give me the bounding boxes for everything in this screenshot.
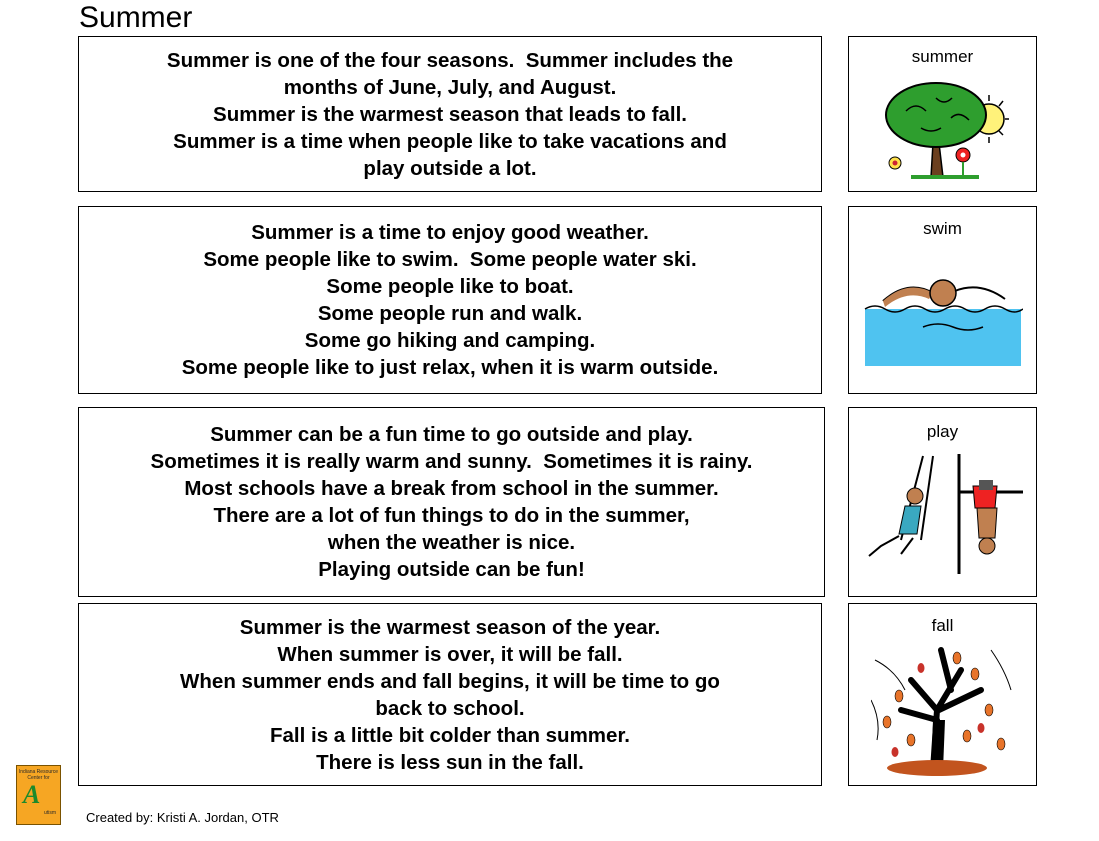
text-block-summer xyxy=(78,36,822,192)
swing-play-icon xyxy=(861,452,1031,582)
text-line: There are a lot of fun things to do in the summer, xyxy=(213,504,690,527)
logo-letter: A xyxy=(23,780,41,809)
text-line: Summer can be a fun time to go outside and play. xyxy=(210,423,693,446)
text-line: when the weather is nice. xyxy=(327,531,576,554)
text-line: Most schools have a break from school in the summer. xyxy=(184,477,719,500)
text-line: Some people run and walk. xyxy=(317,302,583,325)
text-line: When summer ends and fall begins, it will be time to go xyxy=(180,669,720,693)
text-line: Some go hiking and camping. xyxy=(304,329,596,352)
picture-card-fall xyxy=(848,603,1037,786)
logo-text-top: Indiana Resource Center for xyxy=(18,769,59,781)
text-line: Summer is a time when people like to take vacations and xyxy=(173,129,727,153)
text-line: There is less sun in the fall. xyxy=(316,750,584,774)
page-title: Summer xyxy=(79,1,193,34)
text-line: Summer is one of the four seasons. Summer includes the xyxy=(166,48,734,72)
tree-sun-icon xyxy=(881,73,1011,183)
picture-card-summer xyxy=(848,36,1037,192)
text-block-swim xyxy=(78,206,822,394)
text-block-fall xyxy=(78,603,822,786)
text-line: Summer is the warmest season that leads to fall. xyxy=(213,102,687,126)
autumn-tree-icon xyxy=(871,640,1021,780)
text-line: play outside a lot. xyxy=(363,156,537,180)
picture-label: play xyxy=(926,422,959,441)
text-line: Fall is a little bit colder than summer. xyxy=(270,723,630,747)
picture-label: fall xyxy=(931,616,954,635)
picture-label: swim xyxy=(923,219,962,238)
text-line: Some people like to just relax, when it is warm outside. xyxy=(181,356,719,379)
picture-card-play xyxy=(848,407,1037,597)
text-line: back to school. xyxy=(375,696,525,720)
picture-card-swim xyxy=(848,206,1037,394)
text-line: Sometimes it is really warm and sunny. Sometimes it is rainy. xyxy=(150,450,753,473)
text-line: Some people like to boat. xyxy=(326,275,574,298)
text-line: Some people like to swim. Some people water ski. xyxy=(203,248,697,271)
logo xyxy=(16,765,61,825)
logo-text-bottom: utism xyxy=(44,810,56,816)
credit-line: Created by: Kristi A. Jordan, OTR xyxy=(86,810,279,825)
swimmer-icon xyxy=(863,269,1023,369)
text-line: months of June, July, and August. xyxy=(283,75,617,99)
text-block-play xyxy=(78,407,825,597)
text-line: Summer is the warmest season of the year. xyxy=(239,615,661,639)
picture-label: summer xyxy=(911,47,974,66)
text-line: Playing outside can be fun! xyxy=(318,558,585,581)
text-line: When summer is over, it will be fall. xyxy=(277,642,623,666)
text-line: Summer is a time to enjoy good weather. xyxy=(251,221,649,244)
